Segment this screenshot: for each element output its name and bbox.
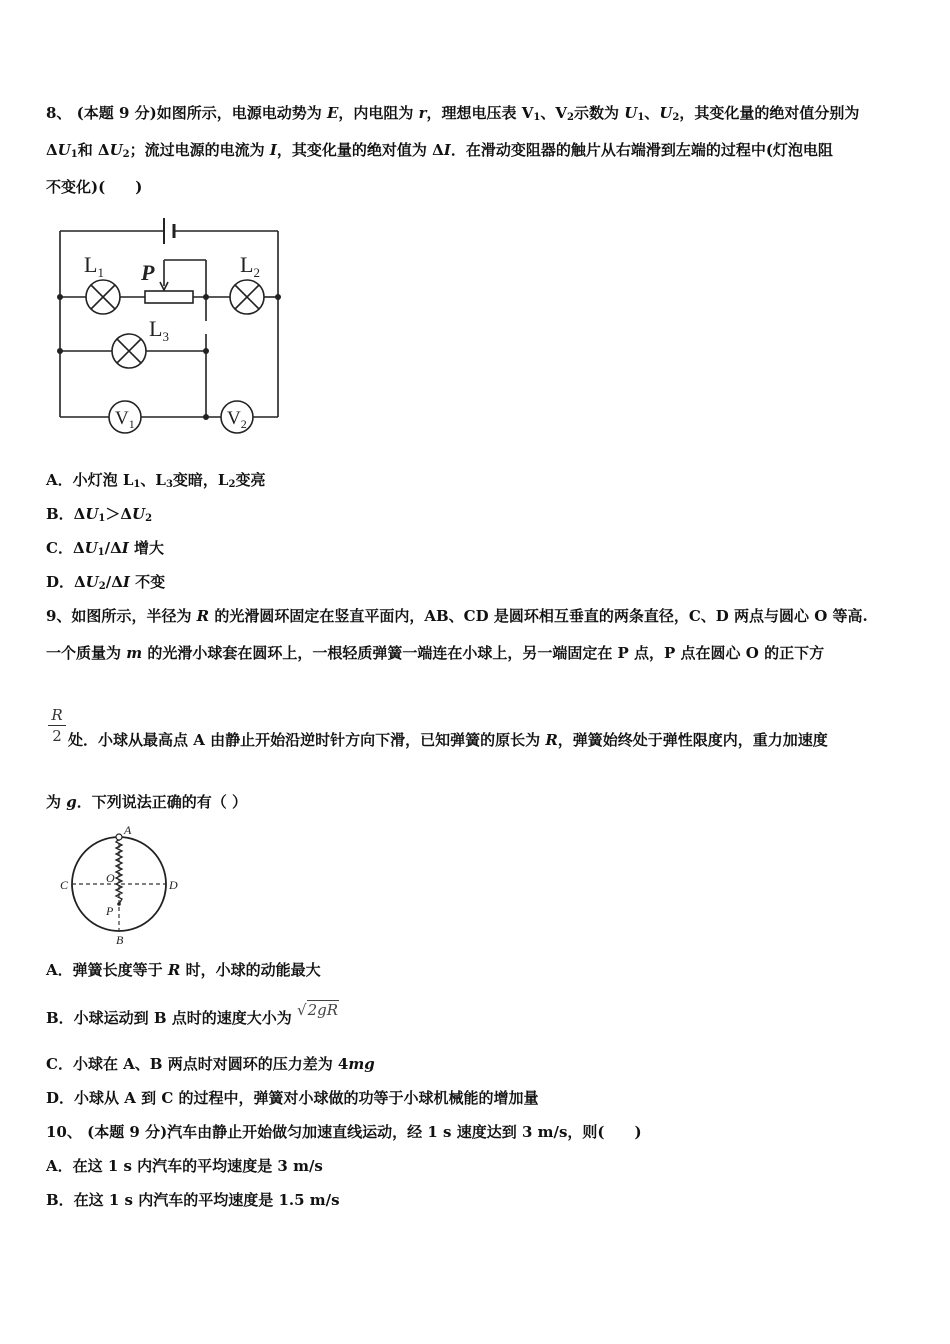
q8-option-d: D．$\Delta U_2/\Delta I$ 不变	[46, 573, 166, 592]
q9-stem-line4: 为 g．下列说法正确的有（ ）	[46, 793, 247, 811]
q8-option-c: C．$\Delta U_1/\Delta I$ 增大	[46, 539, 165, 558]
lamp-l2	[230, 280, 264, 314]
q10-option-b: B．在这 1 s 内汽车的平均速度是 1.5 m/s	[46, 1191, 340, 1209]
q9-stem-line3: 处．小球从最高点 A 由静止开始沿逆时针方向下滑，已知弹簧的原长为 R，弹簧始终处于弹性限度内，重力加速度	[68, 731, 828, 749]
label-p: P	[141, 260, 155, 285]
q9-stem-line2: 一个质量为 m 的光滑小球套在圆环上，一根轻质弹簧一端连在小球上，另一端固定在 P 点，P 点在圆心 O 的正下方	[46, 644, 825, 662]
label-v2: $V_2$	[227, 408, 247, 431]
label-c: C	[60, 878, 69, 892]
q9-option-a: A．弹簧长度等于 R 时，小球的动能最大	[46, 961, 321, 979]
label-b: B	[116, 933, 124, 947]
label-l1: $L_1$	[84, 252, 104, 280]
q9-stem-line1: 9、如图所示，半径为 R 的光滑圆环固定在竖直平面内，AB、CD 是圆环相互垂直的两条直径，C、D 两点与圆心 O 等高.	[46, 607, 868, 625]
label-l3: $L_3$	[149, 316, 169, 344]
label-a: A	[124, 823, 132, 837]
q9-option-d: D．小球从 A 到 C 的过程中，弹簧对小球做的功等于小球机械能的增加量	[46, 1089, 539, 1107]
label-d: D	[169, 878, 178, 892]
q9-option-c: C．小球在 A、B 两点时对圆环的压力差为 4mg	[46, 1055, 375, 1073]
label-v1: $V_1$	[115, 408, 135, 431]
q9-fraction-r-over-2: R 2	[48, 706, 66, 745]
sqrt-2gr: √2gR	[297, 1001, 339, 1019]
label-o: O	[106, 871, 115, 885]
q8-circuit-diagram	[50, 206, 290, 438]
q10-stem: 10、 (本题 9 分)汽车由静止开始做匀加速直线运动，经 1 s 速度达到 3 m/s，则( )	[46, 1123, 642, 1141]
q8-stem-line3: 不变化)( )	[46, 178, 143, 196]
q8-stem-line2: $\Delta U_1$和 $\Delta U_2$；流过电源的电流为 I，其变化量的绝对值为 ΔI．在滑动变阻器的触片从右端滑到左端的过程中(灯泡电阻	[46, 141, 833, 160]
q10-option-a: A．在这 1 s 内汽车的平均速度是 3 m/s	[46, 1157, 323, 1175]
q9-option-b: B．小球运动到 B 点时的速度大小为 √2gR	[46, 1001, 339, 1027]
label-l2: $L_2$	[240, 252, 260, 280]
q8-option-b: B．$\Delta U_1>\Delta U_2$	[46, 505, 153, 524]
lamp-l3	[112, 334, 146, 368]
label-p: P	[106, 904, 114, 918]
spring	[116, 839, 122, 904]
lamp-l1	[86, 280, 120, 314]
q8-stem-line1: 8、 (本题 9 分)如图所示，电源电动势为 E，内电阻为 r，理想电压表 $V_1$、$V_2$示数为 $U_1$、$U_2$，其变化量的绝对值分别为	[46, 104, 860, 123]
q8-option-a: A．小灯泡 $L_1$、$L_3$变暗，$L_2$变亮	[46, 471, 266, 490]
q9-ring-diagram	[56, 820, 186, 948]
